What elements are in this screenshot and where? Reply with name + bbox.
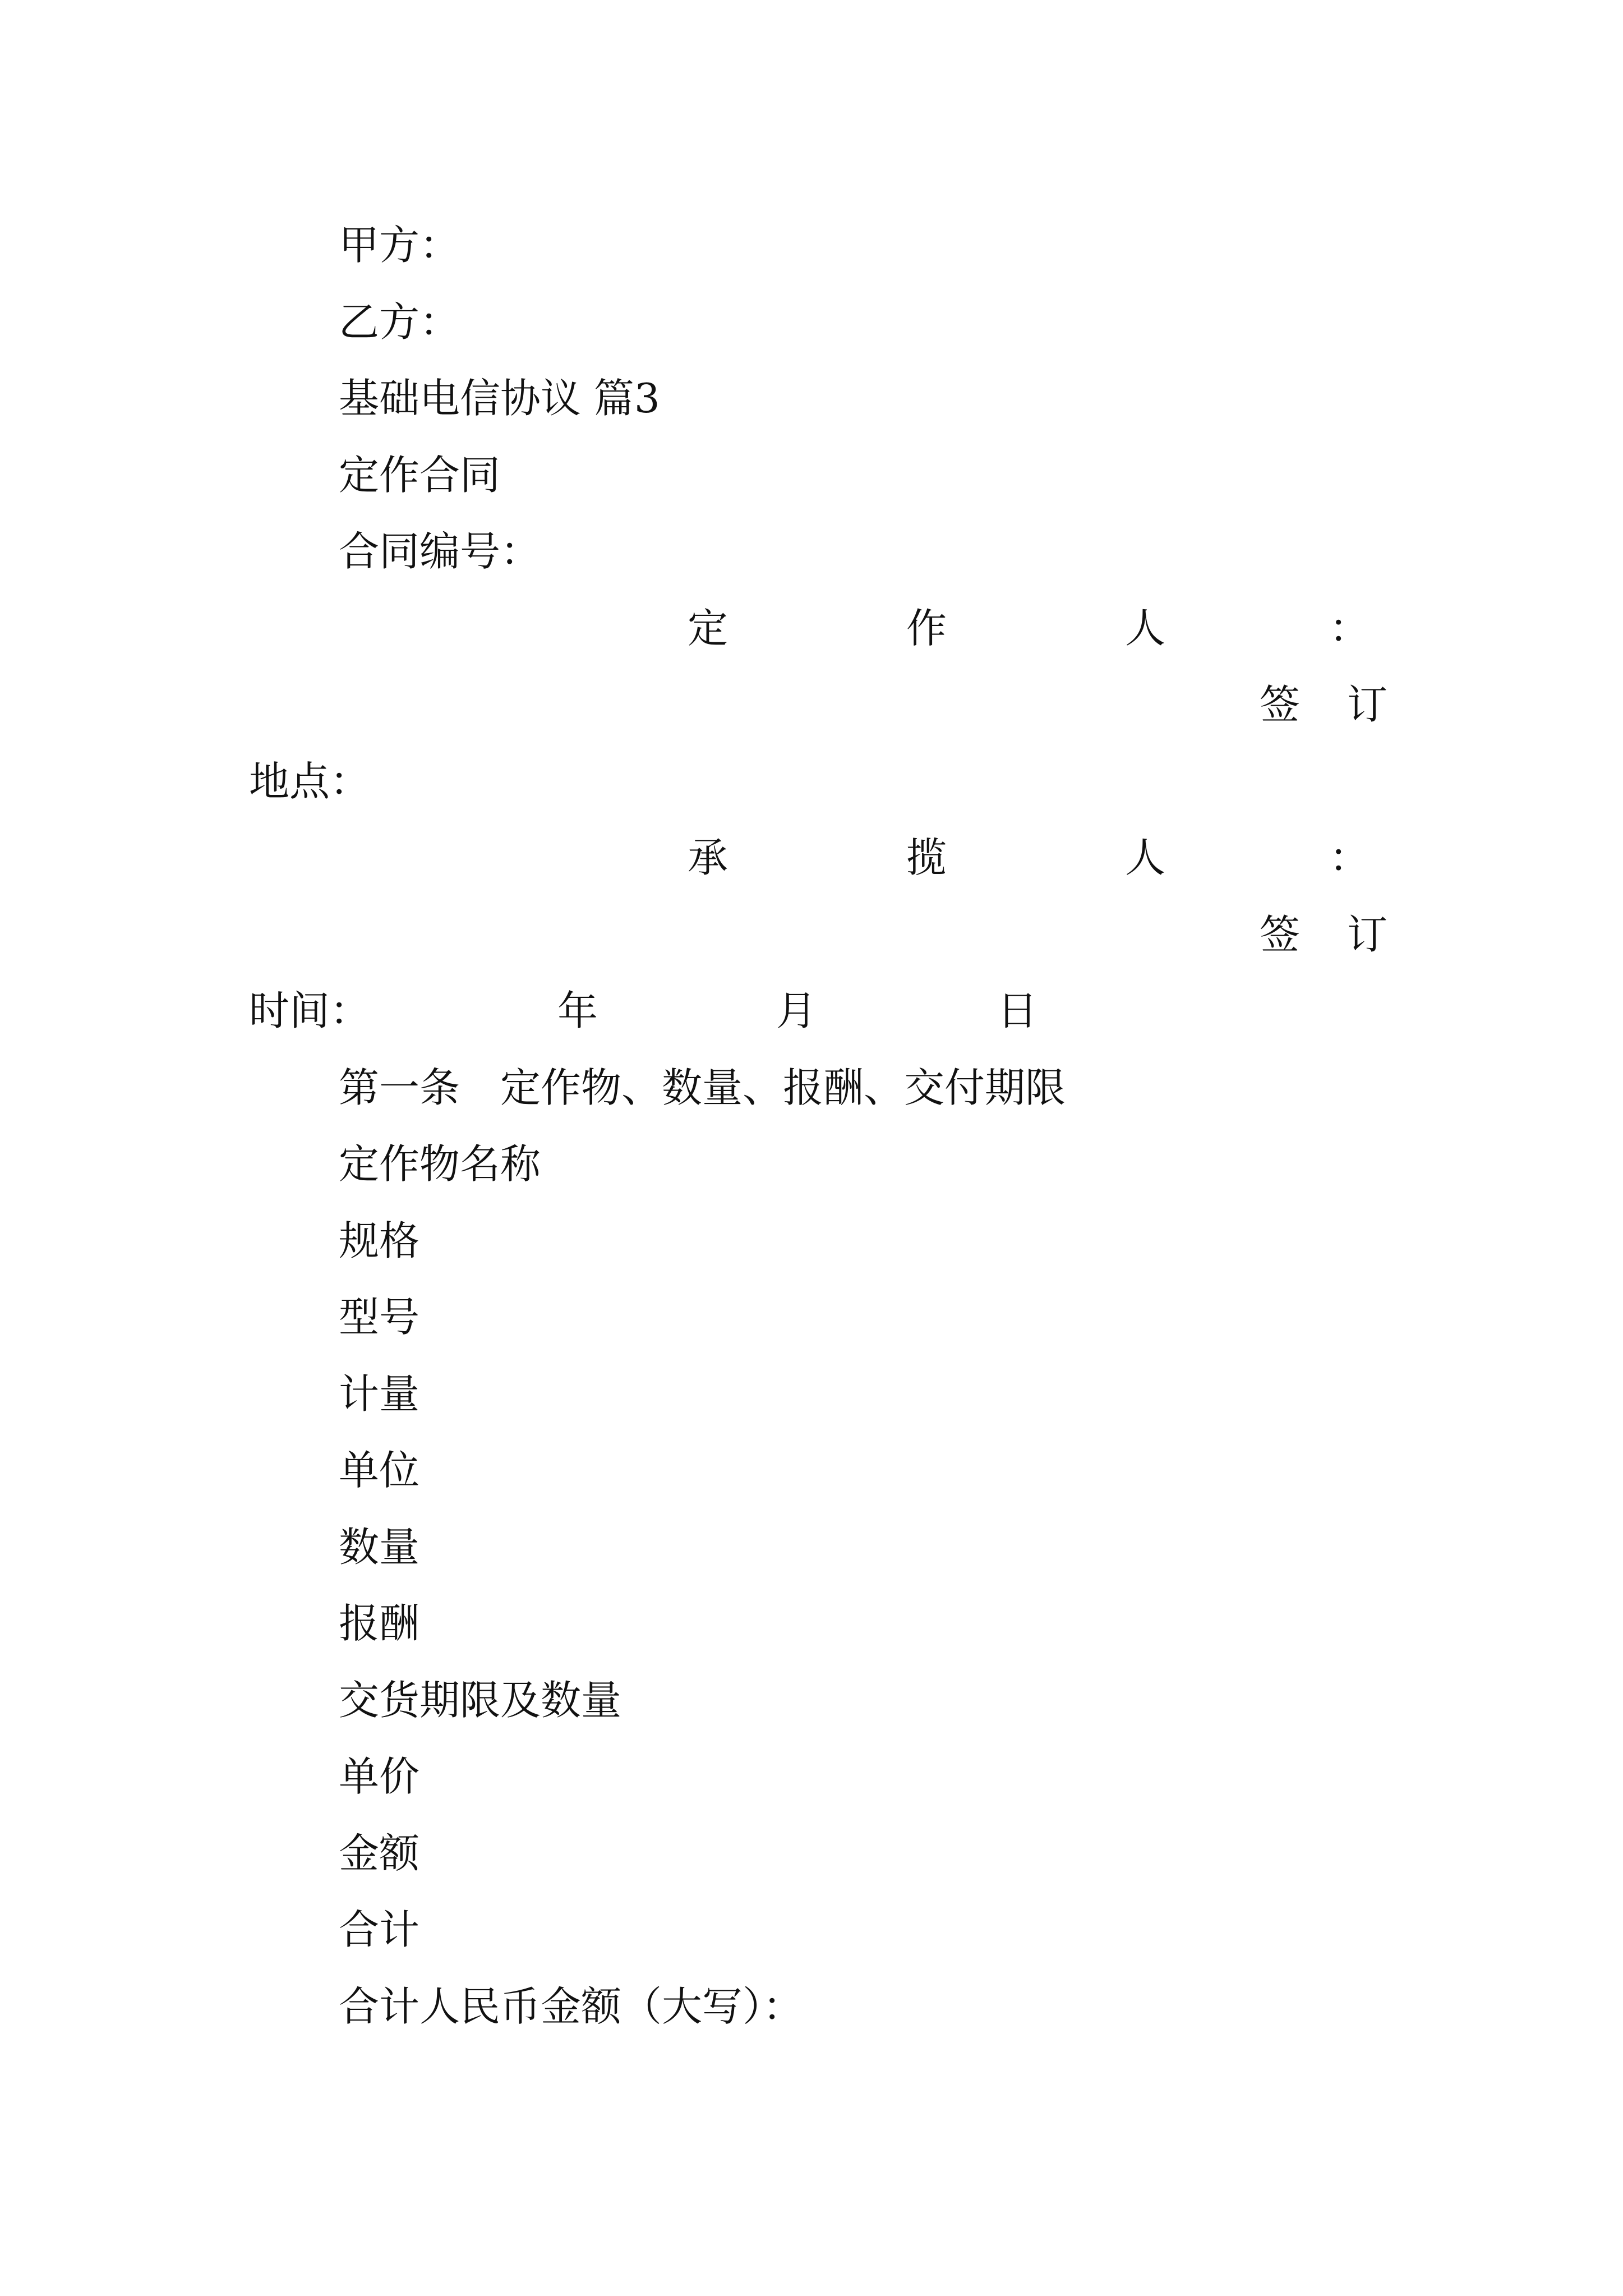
contract-title: 定作合同 xyxy=(339,452,501,499)
sign-time-day: 日 xyxy=(997,987,1038,1034)
list-item: 报酬 xyxy=(339,1600,420,1647)
article-1-heading: 第一条 定作物、数量、报酬、交付期限 xyxy=(339,1064,1066,1111)
list-item: 单位 xyxy=(339,1447,420,1494)
sign-time-month: 月 xyxy=(776,987,817,1034)
list-item: 合计人民币金额（大写）： xyxy=(339,1983,804,2030)
section-title: 基础电信协议 篇3 xyxy=(339,375,660,422)
sign-place-char-2: 订 xyxy=(1347,681,1388,728)
list-item: 单价 xyxy=(339,1753,420,1800)
contractor-char-3: 人 xyxy=(1125,834,1166,881)
orderer-colon: ： xyxy=(1329,605,1370,652)
sign-time-char-1: 签 xyxy=(1260,911,1301,958)
contractor-char-1: 承 xyxy=(688,834,728,881)
list-item: 规格 xyxy=(339,1217,420,1264)
contractor-char-2: 揽 xyxy=(906,834,947,881)
sign-time-label: 时间： xyxy=(249,987,371,1034)
list-item: 型号 xyxy=(339,1294,420,1341)
list-item: 交货期限及数量 xyxy=(339,1677,622,1724)
list-item: 计量 xyxy=(339,1370,420,1418)
contractor-colon: ： xyxy=(1329,834,1370,881)
sign-place-label: 地点： xyxy=(249,758,371,805)
list-item: 数量 xyxy=(339,1524,420,1571)
sign-time-year: 年 xyxy=(557,987,598,1034)
orderer-char-1: 定 xyxy=(688,605,728,652)
list-item: 合计 xyxy=(339,1906,420,1953)
orderer-char-3: 人 xyxy=(1125,605,1166,652)
orderer-char-2: 作 xyxy=(906,605,947,652)
sign-place-char-1: 签 xyxy=(1260,681,1301,728)
contract-number-label: 合同编号： xyxy=(339,528,541,575)
party-b-label: 乙方： xyxy=(339,298,460,346)
sign-time-char-2: 订 xyxy=(1347,911,1388,958)
list-item: 定作物名称 xyxy=(339,1140,541,1188)
party-a-label: 甲方： xyxy=(339,222,460,269)
list-item: 金额 xyxy=(339,1830,420,1877)
